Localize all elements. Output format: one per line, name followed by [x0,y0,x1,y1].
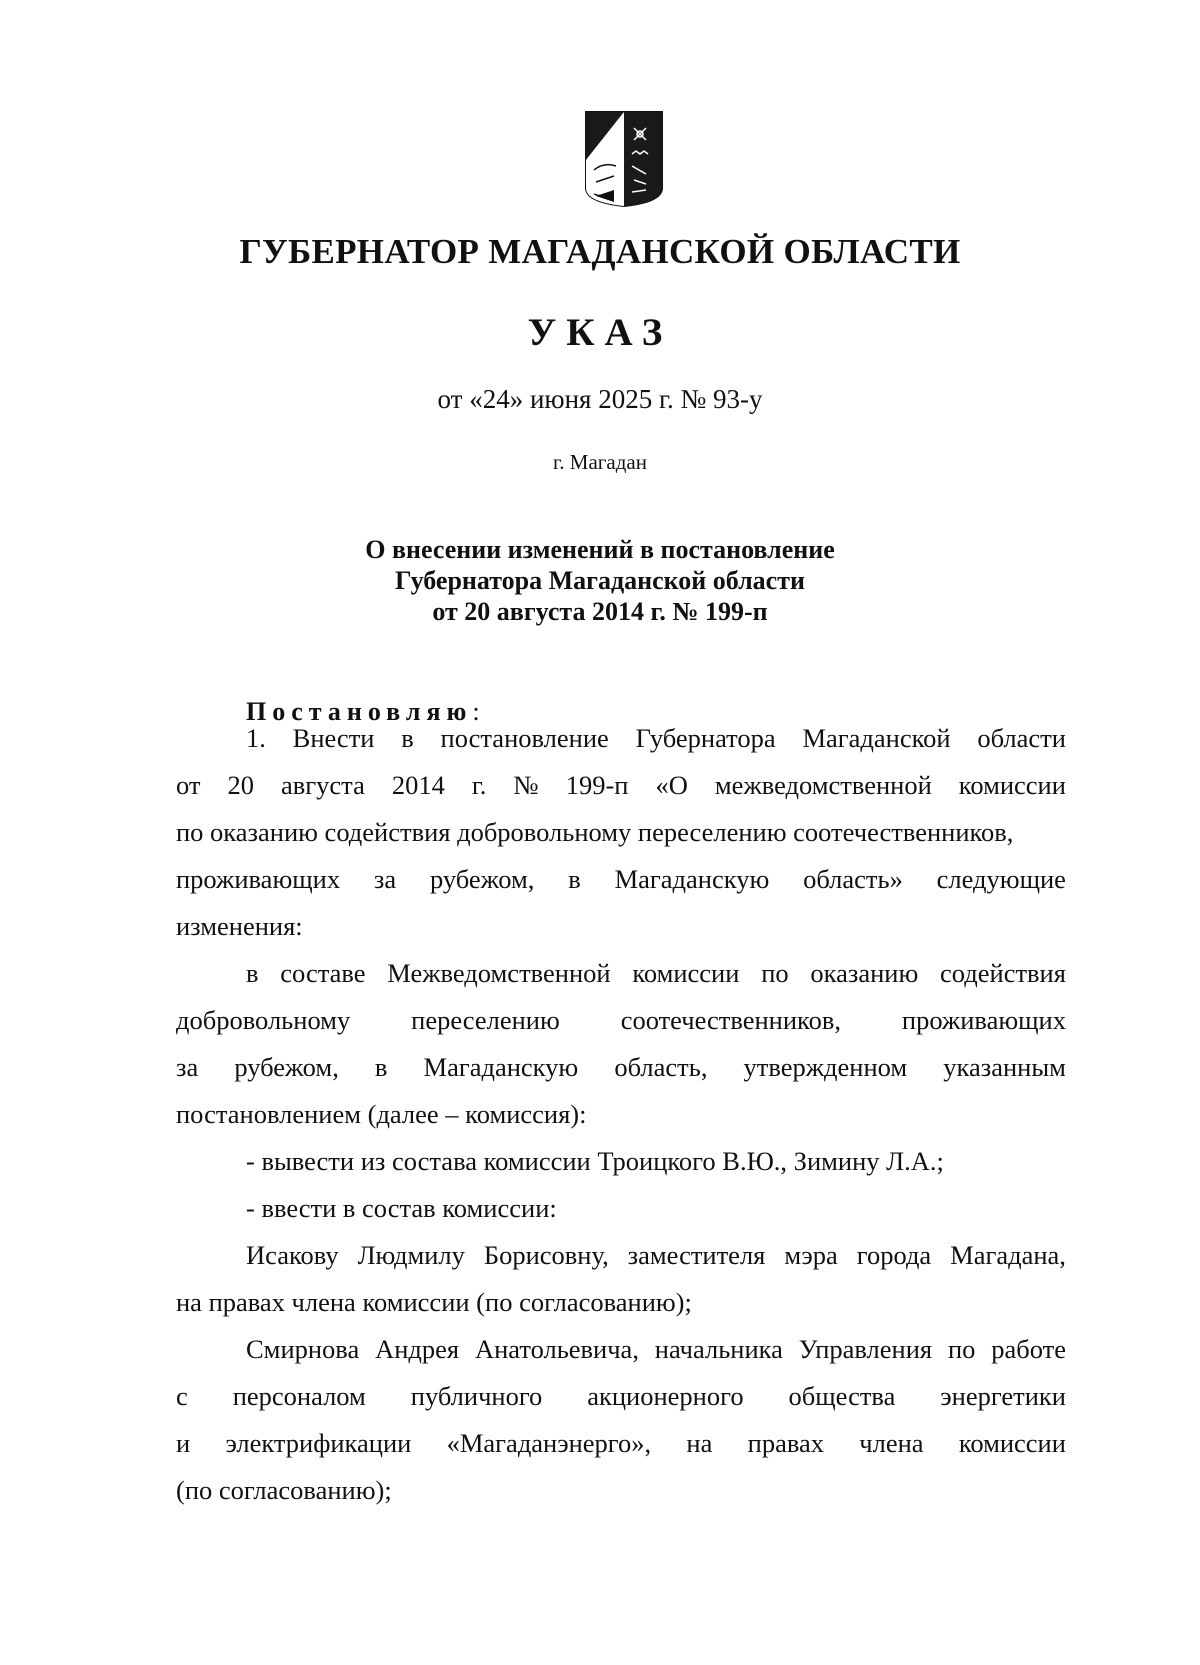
body-line: и электрификации «Магаданэнерго», на правах члена комиссии [176,1428,1066,1458]
body-line: - вывести из состава комиссии Троицкого В.Ю., Зимину Л.А.; [246,1146,944,1176]
subject-line: от 20 августа 2014 г. № 199-п [432,597,768,626]
body-line: проживающих за рубежом, в Магаданскую область» следующие [176,864,1066,894]
body-line: от 20 августа 2014 г. № 199-п «О межведомственной комиссии [176,770,1066,800]
resolve-colon: : [472,697,480,726]
body-line: - ввести в состав комиссии: [246,1193,557,1223]
document-subject [0,534,1200,627]
coat-of-arms-icon [584,110,664,208]
body-line: за рубежом, в Магаданскую область, утвержденном указанным [176,1052,1066,1082]
body-line: с персоналом публичного акционерного общества энергетики [176,1381,1066,1411]
body-line: в составе Межведомственной комиссии по оказанию содействия [246,958,1066,988]
document-date-number: от «24» июня 2025 г. № 93-у [437,384,763,414]
document-type: УКАЗ [527,311,673,354]
body-line: постановлением (далее – комиссия): [176,1099,587,1129]
document-place: г. Магадан [553,450,647,474]
body-line: Исакову Людмилу Борисовну, заместителя мэра города Магадана, [246,1240,1066,1270]
subject-line: Губернатора Магаданской области [395,566,805,595]
issuing-authority: ГУБЕРНАТОР МАГАДАНСКОЙ ОБЛАСТИ [239,232,961,271]
body-line: изменения: [176,911,303,941]
body-line: Смирнова Андрея Анатольевича, начальника Управления по работе [246,1334,1066,1364]
resolve-word: Постановляю [246,697,473,726]
body-line: на правах члена комиссии (по согласованию); [176,1287,692,1317]
body-line: добровольному переселению соотечественников, проживающих [176,1005,1066,1035]
subject-line: О внесении изменений в постановление [365,535,835,564]
body-line: (по согласованию); [176,1475,392,1505]
body-line: по оказанию содействия добровольному переселению соотечественников, [176,817,1014,847]
body-line: 1. Внести в постановление Губернатора Магаданской области [246,723,1066,753]
